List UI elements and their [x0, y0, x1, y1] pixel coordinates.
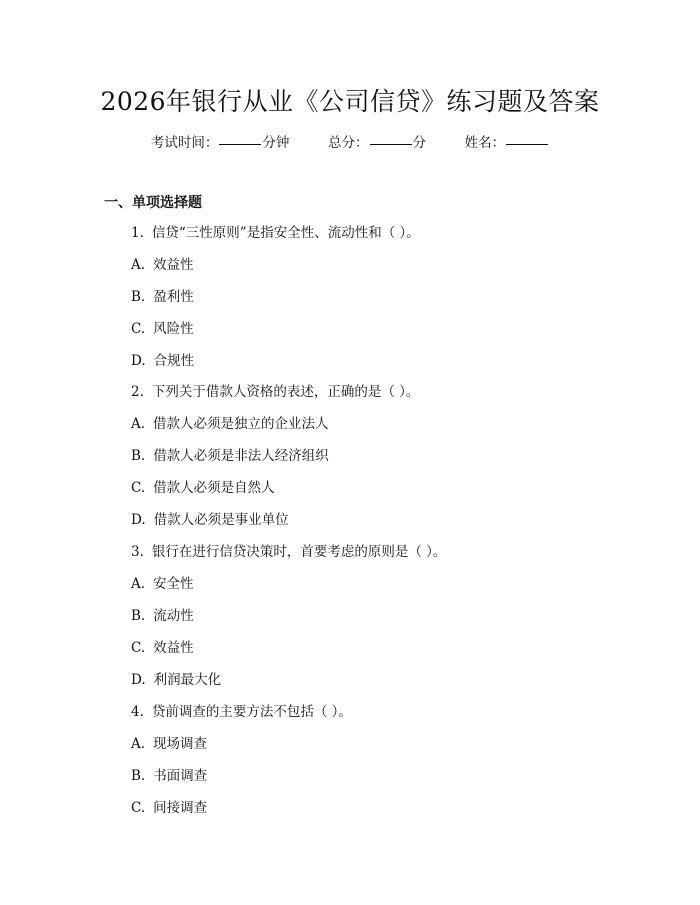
option-item	[131, 320, 194, 338]
score-unit: 分	[412, 135, 426, 151]
option-text: 合规性	[153, 353, 195, 369]
question-2	[131, 383, 419, 401]
option-item	[131, 479, 275, 497]
option-text: 间接调查	[153, 800, 208, 816]
name-blank	[506, 144, 548, 145]
question-text: 银行在进行信贷决策时，首要考虑的原则是（ ）。	[151, 544, 447, 560]
option-letter: B.	[131, 448, 146, 464]
option-item	[131, 415, 329, 433]
option-item	[131, 352, 194, 370]
exam-meta	[0, 131, 700, 151]
option-letter: C.	[131, 480, 146, 496]
question-1	[131, 224, 420, 242]
option-text: 书面调查	[153, 768, 208, 784]
option-letter: C.	[131, 800, 146, 816]
option-letter: A.	[131, 736, 146, 752]
option-item	[131, 607, 194, 625]
question-text: 下列关于借款人资格的表述，正确的是（ ）。	[151, 384, 420, 400]
option-item	[131, 256, 194, 274]
option-text: 借款人必须是自然人	[153, 480, 275, 496]
option-item	[131, 671, 221, 689]
option-text: 风险性	[153, 321, 194, 337]
option-text: 借款人必须是非法人经济组织	[153, 448, 329, 464]
option-text: 现场调查	[153, 736, 208, 752]
question-number: 3.	[131, 544, 144, 560]
score-label: 总分：	[328, 135, 369, 151]
option-item	[131, 575, 194, 593]
option-item	[131, 447, 329, 465]
question-4	[131, 703, 352, 721]
option-item	[131, 288, 194, 306]
name-label: 姓名：	[464, 135, 506, 151]
time-blank	[219, 144, 261, 145]
option-letter: C.	[131, 640, 146, 656]
time-unit: 分钟	[262, 135, 290, 151]
option-letter: A.	[131, 257, 146, 273]
section-heading: 一、单项选择题	[104, 195, 202, 211]
option-text: 效益性	[153, 257, 194, 273]
option-letter: C.	[131, 321, 146, 337]
question-text: 信贷“三性原则”是指安全性、流动性和（ ）。	[151, 225, 420, 241]
option-item	[131, 735, 207, 753]
option-letter: A.	[131, 576, 146, 592]
score-blank	[370, 144, 412, 145]
option-text: 利润最大化	[153, 672, 222, 688]
option-letter: D.	[131, 672, 146, 688]
question-number: 2.	[131, 384, 144, 400]
option-text: 流动性	[153, 608, 194, 624]
option-item	[131, 799, 207, 817]
question-text: 贷前调查的主要方法不包括（ ）。	[151, 704, 352, 720]
option-letter: D.	[131, 353, 146, 369]
option-item	[131, 511, 289, 529]
option-text: 效益性	[153, 640, 194, 656]
option-text: 借款人必须是独立的企业法人	[153, 416, 329, 432]
option-letter: B.	[131, 768, 146, 784]
option-item	[131, 639, 194, 657]
page-title: 2026年银行从业《公司信贷》练习题及答案	[100, 87, 600, 116]
option-item	[131, 767, 207, 785]
time-label: 考试时间：	[150, 135, 219, 151]
option-letter: B.	[131, 289, 146, 305]
option-letter: A.	[131, 416, 146, 432]
option-text: 安全性	[153, 576, 194, 592]
question-number: 1.	[131, 225, 144, 241]
question-3	[131, 543, 446, 561]
option-text: 借款人必须是事业单位	[153, 512, 289, 528]
option-letter: D.	[131, 512, 146, 528]
question-number: 4.	[131, 704, 144, 720]
option-text: 盈利性	[153, 289, 194, 305]
option-letter: B.	[131, 608, 146, 624]
